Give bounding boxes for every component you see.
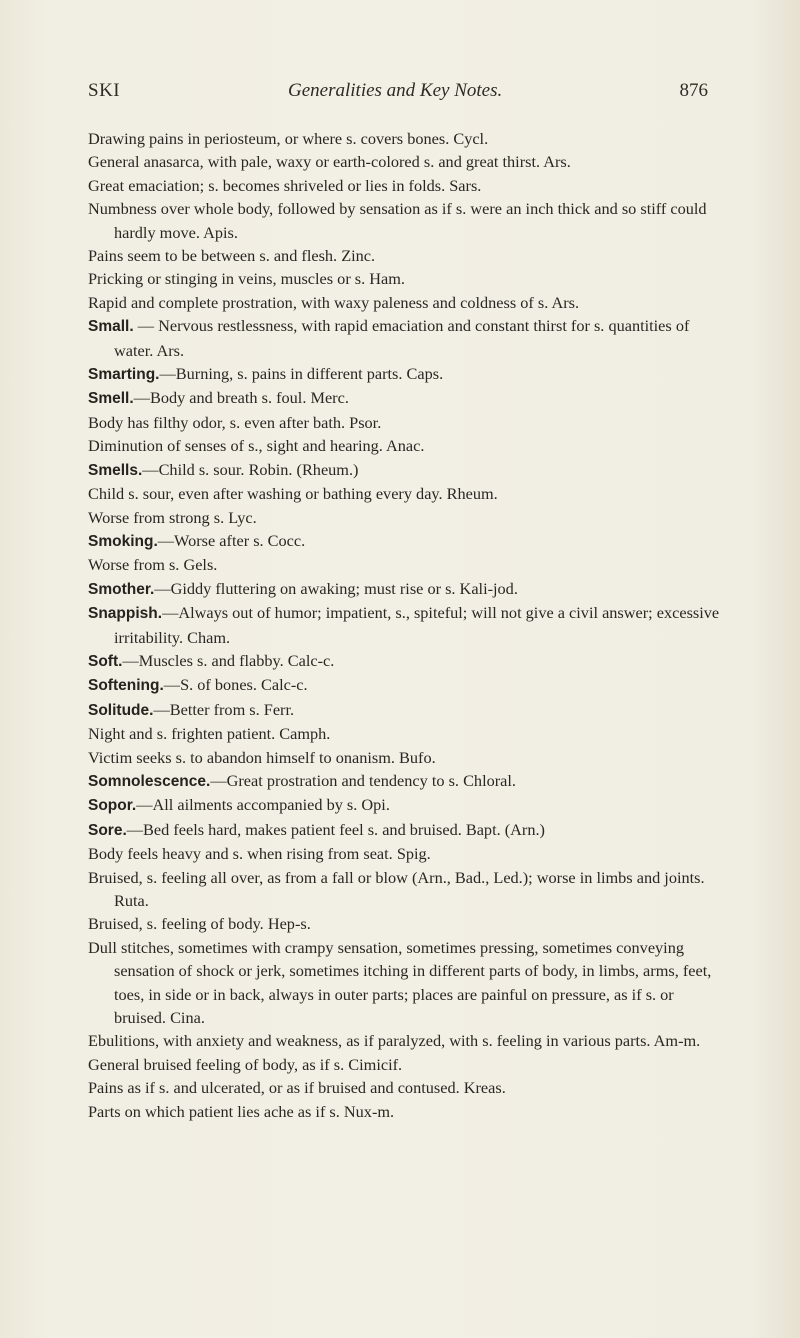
- entry-text: Pains seem to be between s. and flesh. Zinc.: [88, 246, 376, 266]
- entry: [88, 793, 728, 817]
- entry-text: —Bed feels hard, makes patient feel s. and bruised. Bapt. (Arn.): [126, 819, 545, 839]
- entry-text: —Child s. sour. Robin. (Rheum.): [142, 459, 359, 479]
- entry: [88, 649, 728, 673]
- header-section-label: SKI: [88, 80, 121, 101]
- entry-text: —Burning, s. pains in different parts. Caps.: [159, 364, 444, 384]
- entry: [88, 362, 728, 386]
- entry-heading: Smell.: [88, 390, 134, 408]
- entry-heading: Smells.: [88, 461, 143, 479]
- entry-text: —All ailments accompanied by s. Opi.: [136, 795, 390, 815]
- entry: [88, 197, 728, 244]
- entry-text: Ebulitions, with anxiety and weakness, as if paralyzed, with s. feeling in various parts. Am-m.: [88, 1031, 701, 1051]
- entry: [88, 434, 728, 457]
- entry: [88, 577, 728, 601]
- entry: [88, 746, 728, 769]
- entry-text: Parts on which patient lies ache as if s. Nux-m.: [88, 1101, 395, 1121]
- entry: [88, 244, 728, 267]
- entry: [88, 553, 728, 576]
- entry: [88, 769, 728, 793]
- entry: [88, 482, 728, 505]
- entry-heading: Solitude.: [88, 701, 154, 719]
- entry: [88, 818, 728, 842]
- entry-heading: Small.: [88, 318, 134, 336]
- entry-text: —Great prostration and tendency to s. Chloral.: [210, 770, 516, 790]
- entry: [88, 529, 728, 553]
- entry-text: General anasarca, with pale, waxy or earth-colored s. and great thirst. Ars.: [88, 152, 571, 172]
- entry: [88, 411, 728, 434]
- entry-heading: Sore.: [88, 821, 127, 839]
- entry-text: —Giddy fluttering on awaking; must rise or s. Kali-jod.: [154, 578, 518, 598]
- entry-text: Diminution of senses of s., sight and hearing. Anac.: [88, 436, 425, 456]
- entry-text: Drawing pains in periosteum, or where s. covers bones. Cycl.: [88, 129, 489, 148]
- entry-text: Pricking or stinging in veins, muscles or s. Ham.: [88, 269, 406, 289]
- entry-text: —Better from s. Ferr.: [153, 699, 295, 719]
- entry: [88, 291, 728, 314]
- entry-text: Worse from s. Gels.: [88, 555, 218, 575]
- entry: [88, 698, 728, 722]
- entry-text: Body has filthy odor, s. even after bath. Psor.: [88, 412, 382, 432]
- entry-text: — Nervous restlessness, with rapid emaciation and constant thirst for s. quantities of water. Ars.: [114, 316, 690, 360]
- entry: [88, 1029, 728, 1052]
- entry: [88, 1053, 728, 1076]
- entry: [88, 936, 728, 1030]
- entry-text: Pains as if s. and ulcerated, or as if bruised and contused. Kreas.: [88, 1078, 506, 1098]
- entry-heading: Softening.: [88, 677, 164, 695]
- entry-heading: Smoking.: [88, 532, 158, 550]
- entry-text: Victim seeks s. to abandon himself to onanism. Bufo.: [88, 747, 436, 767]
- entry-text: —Muscles s. and flabby. Calc-c.: [122, 650, 335, 670]
- entry-text: Rapid and complete prostration, with waxy paleness and coldness of s. Ars.: [88, 292, 580, 312]
- entry-text: —Body and breath s. foul. Merc.: [133, 388, 349, 408]
- entry: [88, 601, 728, 649]
- entry: [88, 267, 728, 290]
- entry-text: Body feels heavy and s. when rising from seat. Spig.: [88, 844, 431, 864]
- entries-list: [88, 127, 728, 1123]
- entry-heading: Smarting.: [88, 366, 160, 384]
- entry: [88, 127, 728, 150]
- entry: [88, 458, 728, 482]
- entry-text: —S. of bones. Calc-c.: [163, 675, 308, 695]
- entry-text: —Always out of humor; impatient, s., spiteful; will not give a civil answer; excessive irritability. Cham.: [114, 603, 720, 647]
- entry-text: Dull stitches, sometimes with crampy sensation, sometimes pressing, sometimes conveying sensation of shock or jerk, sometimes itching in different parts of body, in limbs, arms, feet, toes, in side or in back, always in outer parts; places are painful on pressure, as if s. or bruised. Cina.: [88, 937, 712, 1028]
- entry-text: General bruised feeling of body, as if s. Cimicif.: [88, 1054, 403, 1074]
- entry: [88, 1076, 728, 1099]
- entry-text: Bruised, s. feeling of body. Hep-s.: [88, 914, 311, 934]
- entry-text: Worse from strong s. Lyc.: [88, 507, 257, 527]
- entry: [88, 174, 728, 197]
- entry: [88, 842, 728, 865]
- entry: [88, 506, 728, 529]
- entry-text: Great emaciation; s. becomes shriveled or lies in folds. Sars.: [88, 175, 482, 195]
- entry: [88, 386, 728, 410]
- entry: [88, 866, 728, 913]
- entry-text: —Worse after s. Cocc.: [157, 530, 306, 550]
- page-number: 876: [679, 80, 708, 101]
- header-title: Generalities and Key Notes.: [288, 80, 503, 101]
- entry-heading: Smother.: [88, 580, 155, 598]
- entry: [88, 912, 728, 935]
- entry: [88, 1100, 728, 1123]
- entry-text: Numbness over whole body, followed by sensation as if s. were an inch thick and so stiff could hardly move. Apis.: [88, 199, 707, 242]
- entry: [88, 150, 728, 173]
- entry: [88, 314, 728, 362]
- entry-text: Bruised, s. feeling all over, as from a fall or blow (Arn., Bad., Led.); worse in limbs and joints. Ruta.: [88, 867, 705, 910]
- entry-text: Child s. sour, even after washing or bathing every day. Rheum.: [88, 484, 498, 504]
- entry: [88, 673, 728, 697]
- entry-heading: Sopor.: [88, 797, 137, 815]
- entry-text: Night and s. frighten patient. Camph.: [88, 724, 331, 744]
- entry: [88, 722, 728, 745]
- entry-heading: Somnolescence.: [88, 772, 211, 790]
- entry-heading: Snappish.: [88, 605, 163, 623]
- running-header: [88, 80, 708, 110]
- entry-heading: Soft.: [88, 652, 123, 670]
